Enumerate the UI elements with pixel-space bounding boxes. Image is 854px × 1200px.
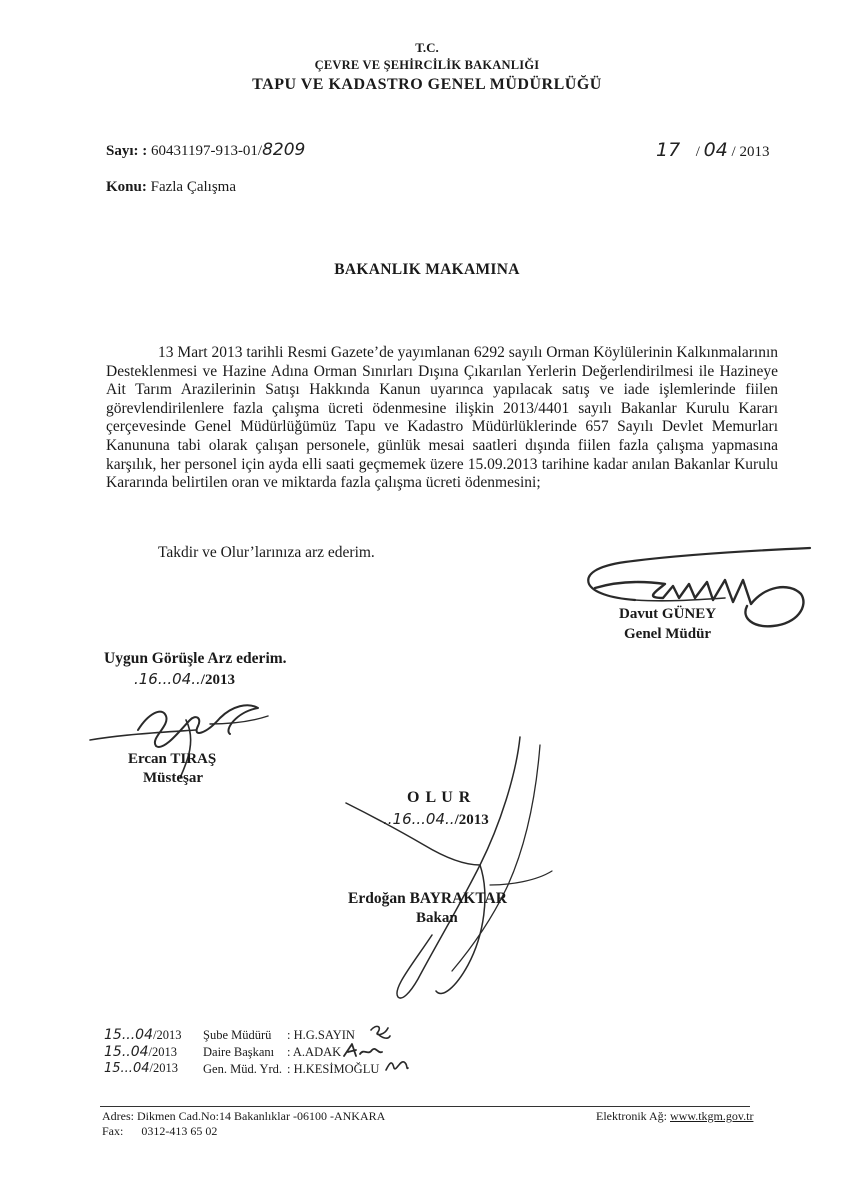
approval-date-year: /2013 <box>200 672 235 688</box>
minister-title: Bakan <box>416 910 458 926</box>
footer-website-link[interactable]: www.tkgm.gov.tr <box>670 1109 754 1123</box>
paraph-name: : H.G.SAYIN <box>287 1028 355 1042</box>
konu-label: Konu: <box>106 179 147 195</box>
general-director-title: Genel Müdür <box>624 626 712 642</box>
date-month: 04 <box>703 139 728 161</box>
paraph-name: : H.KESİMOĞLU <box>287 1062 380 1076</box>
footer-network-label: Elektronik Ağ: <box>596 1109 667 1123</box>
footer-fax: Fax: 0312-413 65 02 <box>102 1124 218 1138</box>
sayi-value: 60431197-913-01/ <box>151 143 263 159</box>
approval-heading: Uygun Görüşle Arz ederim. <box>104 650 287 667</box>
sayi-handwritten: 8209 <box>262 140 306 160</box>
footer-divider <box>100 1106 750 1107</box>
konu-value: Fazla Çalışma <box>150 179 237 195</box>
approval-date-handwritten: .16...04.. <box>134 670 201 688</box>
header-tc: T.C. <box>415 40 439 55</box>
general-director-name: Davut GÜNEY <box>619 606 717 622</box>
paraph-role: Gen. Müd. Yrd. <box>203 1062 283 1076</box>
sayi-line <box>106 140 305 160</box>
paraph-role: Daire Başkanı <box>203 1045 275 1059</box>
konu-line <box>106 179 236 196</box>
header-ministry: ÇEVRE VE ŞEHİRCİLİK BAKANLIĞI <box>314 58 540 72</box>
paraph-date: /2013 <box>148 1045 178 1059</box>
sayi-label: Sayı: : <box>106 143 148 159</box>
addressee: BAKANLIK MAKAMINA <box>334 261 520 278</box>
paraph-date-handwritten: 15...04 <box>104 1061 150 1076</box>
footer-network <box>596 1109 753 1124</box>
minister-signature <box>340 735 570 1015</box>
paraph-date-handwritten: 15..04 <box>104 1044 149 1060</box>
undersecretary-name: Ercan TIRAŞ <box>128 751 217 767</box>
paraph-role: Şube Müdürü <box>203 1028 272 1042</box>
paraph-date: /2013 <box>152 1028 182 1042</box>
date-day: 17 <box>656 139 681 161</box>
body-paragraph: 13 Mart 2013 tarihli Resmi Gazete’de yayımlanan 6292 sayılı Orman Köylülerinin Kalkınmalarının Desteklenmesi ve Hazine Adına Orman Sınırları Dışına Çıkarılan Yerlerin Değerlendirilmesi ile Hazineye Ait Tarım Arazilerinin Satışı Hakkında Kanun uyarınca yapılacak satış ve iade işlemlerinde fiilen görevlendirilenlere fazla çalışma ücreti ödenmesine ilişkin 2013/4401 sayılı Bakanlar Kurulu Kararı çerçevesinde Genel Müdürlüğümüz Tapu ve Kadastro Müdürlüklerinde 657 Sayılı Devlet Memurları Kanununa tabi olarak çalışan personele, günlük mesai saatleri dışında fiilen fazla çalışma yapmasına karşılık, her personel için ayda elli saati geçmemek üzere 15.09.2013 tarihine kadar anılan Bakanlar Kurulu Kararında belirtilen oran ve miktarda fazla çalışma ücreti ödenmesini; <box>106 344 778 492</box>
header-directorate: TAPU VE KADASTRO GENEL MÜDÜRLÜĞÜ <box>252 76 602 93</box>
paraph-name: : A.ADAK <box>287 1045 342 1059</box>
paraph-initials-3 <box>384 1056 410 1076</box>
paraph-date-handwritten: 15...04 <box>104 1027 153 1043</box>
date-year: / 2013 <box>731 144 770 160</box>
undersecretary-title: Müsteşar <box>143 770 203 786</box>
approval-date <box>134 670 235 689</box>
olur-heading: O L U R <box>407 789 472 806</box>
paraph-date: /2013 <box>149 1061 178 1075</box>
olur-date-year: /2013 <box>454 812 489 828</box>
document-date: 17 / 04 / 2013 <box>656 139 770 161</box>
footer-address: Adres: Dikmen Cad.No:14 Bakanlıklar -06100 -ANKARA <box>102 1109 386 1123</box>
body-paragraph-block <box>106 344 778 493</box>
paraph-initials-2 <box>342 1040 384 1060</box>
olur-date-handwritten: ..16...04.. <box>383 810 455 828</box>
minister-name: Erdoğan BAYRAKTAR <box>348 890 507 907</box>
closing-sentence: Takdir ve Olur’larınıza arz ederim. <box>158 544 375 561</box>
